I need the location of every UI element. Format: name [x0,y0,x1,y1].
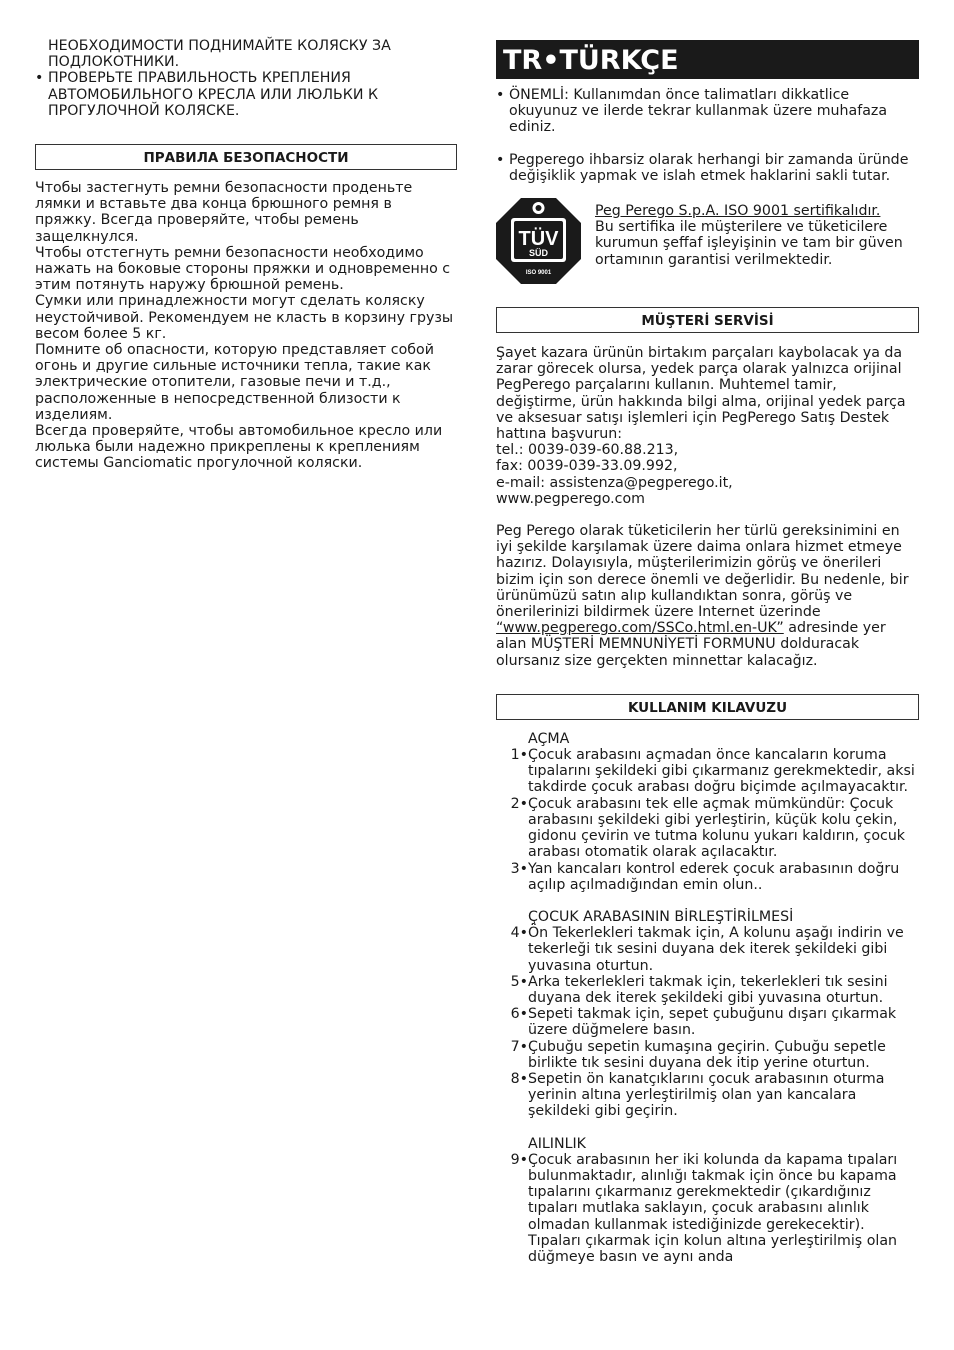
feedback-text-a: Peg Perego olarak tüketicilerin her türlü gereksinimini en iyi şekilde karşılamak üzere daima onlara hizmet etmeye hazırız. Dolayısıyla, müşterilerimizin görüş ve önerileri bizim için son derece önemli ve değerlidir. Bu nedenle, bir ürünümüzü satın alıp kullandıktan sonra, görüş ve önerilerinizi bildirmek üzere Internet üzerinde [496,523,909,621]
rights-bullet [496,152,919,184]
step-text: Sepeti takmak için, sepet çubuğunu dışarı çıkarmak üzere düğmelere basın. [528,1006,897,1039]
step-text: Ön Tekerlekleri takmak için, A kolunu aşağı indirin ve tekerleği tık sesini duyana dek iterek şekildeki gibi yuvasına oturtun. [528,925,904,974]
step-text: Yan kancaları kontrol ederek çocuk arabasının doğru açılıp açılmadığından emin olun.. [528,860,900,893]
step-number: 1• [510,747,528,764]
logo-sub-text: SÜD [528,248,549,259]
logo-iso-text: ISO 9001 [525,270,552,277]
step-number: 8• [510,1070,528,1087]
step-number: 2• [510,795,528,812]
certification-text [595,203,919,284]
section-assembly-title: ÇOCUK ARABASININ BİRLEŞTİRİLMESİ [528,908,794,925]
safety-text [35,180,457,472]
step-number: 7• [510,1038,528,1055]
step-item [496,861,919,893]
step-item [496,974,919,1006]
step-item [496,1071,919,1120]
language-title: TR•TÜRKÇE [496,40,919,79]
user-guide-heading: KULLANIM KILAVUZU [496,694,919,720]
step-number: 4• [510,925,528,942]
safety-paragraph: Сумки или принадлежности могут сделать коляску неустойчивой. Рекомендуем не класть в корзину грузы весом более 5 кг. [35,293,454,342]
step-item [496,1039,919,1071]
step-item [496,747,919,796]
user-guide-steps [496,731,919,1265]
step-text: Arka tekerlekleri takmak için, tekerlekleri tık sesini duyana dek iterek şekildeki gibi yuvasına oturtun. [528,973,888,1006]
step-text: Çocuk arabasının her iki kolunda da kapama tıpaları bulunmaktadır, alınlığı takmak için önce bu kapama tıpalarını çıkarmanız gerekmektedir (çıkardığınız tıpaları mutlaka saklayın, çocuk arabasını alınlık olmadan kullanmak istediğinizde gerekecektir). Tıpaları çıkarmak için kolun altına yerleştirilmiş olan düğmeye basın ve aynı anda [528,1151,898,1265]
step-number: 6• [510,1006,528,1023]
right-column [496,40,919,1265]
step-item [496,1006,919,1038]
intro-continuation: НЕОБХОДИМОСТИ ПОДНИМАЙТЕ КОЛЯСКУ ЗА ПОДЛОКОТНИКИ. [48,38,391,71]
logo-main-text: TÜV [518,228,559,251]
step-text: Çubuğu sepetin kumaşına geçirin. Çubuğu sepetle birlikte tık sesini duyana dek itip yerine oturtun. [528,1038,886,1071]
bullet-marker: • [35,70,44,87]
safety-paragraph: Чтобы застегнуть ремни безопасности проденьте лямки и вставьте два конца брюшного ремня в пряжку. Всегда проверяйте, чтобы ремень защелкнулся. [35,180,413,245]
safety-paragraph: Чтобы отстегнуть ремни безопасности необходимо нажать на боковые стороны пряжки и одновременно с этим потянуть наружу брюшной ремень. [35,244,451,294]
service-fax: fax: 0039-039-33.09.992, [496,458,678,475]
safety-paragraph: Всегда проверяйте, чтобы автомобильное кресло или люлька были надежно прикреплены к креплениям системы Ganciomatic прогулочной коляски. [35,423,443,472]
customer-service-heading: MÜŞTERİ SERVİSİ [496,307,919,333]
certification-block [496,198,919,284]
service-paragraph: Şayet kazara ürünün birtakım parçaları kaybolacak ya da zarar görecek olursa, yedek parça olarak yalnızca orijinal PegPerego parçalarını kullanın. Muhtemel tamir, değiştirme, ürün hakkında bilgi alma, orijinal yedek parça ve aksesuar satışı işlemleri için PegPerego Satış Destek hattına başvurun: [496,345,906,443]
customer-service-text [496,345,919,507]
intro-bullet-text: ПРОВЕРЬТЕ ПРАВИЛЬНОСТЬ КРЕПЛЕНИЯ АВТОМОБИЛЬНОГО КРЕСЛА ИЛИ ЛЮЛЬКИ К ПРОГУЛОЧНОЙ КОЛЯСКЕ. [48,70,379,119]
section-bumper-title: AILINLIK [528,1135,586,1152]
intro-bullet [35,70,457,119]
bullet-marker: • [496,151,505,168]
left-column [35,38,457,472]
bullet-text: Pegperego ihbarsiz olarak herhangi bir zamanda üründe değişiklik yapmak ve islah etmek haklarini sakli tutar. [509,151,909,184]
step-item [496,925,919,974]
certification-description: Bu sertifika ile müşterilere ve tüketicilere kurumun şeffaf işleyişinin ve tam bir güven ortamının garantisi verilmektedir. [595,219,903,268]
feedback-text-b: adresinde yer alan MÜŞTERİ MEMNUNİYETİ FORMUNU dolduracak olursanız size gerçekten minnettar kalacağız. [496,620,886,669]
safety-paragraph: Помните об опасности, которую представляет собой огонь и другие сильные источники тепла, такие как электрические отопители, газовые печи и т.д., расположенные в непосредственной близости к изделиям. [35,342,434,423]
service-email: e-mail: assistenza@pegperego.it, [496,474,733,491]
step-text: Çocuk arabasını tek elle açmak mümkündür: Çocuk arabasını şekildeki gibi yerleştirin, küçük kolu çekin, gidonu çevirin ve tutma kolunu yukarı kaldırın, çocuk arabası otomatik olarak açılacaktır. [528,795,906,861]
step-item [496,796,919,861]
step-number: 5• [510,973,528,990]
step-number: 9• [510,1151,528,1168]
step-text: Çocuk arabasını açmadan önce kancaların koruma tıpalarını şekildeki gibi çıkarmanız gerekmektedir, aksi takdirde çocuk arabası doğru biçimde açılmayacaktır. [528,747,915,796]
step-text: Sepetin ön kanatçıklarını çocuk arabasının oturma yerinin altına yerleştirilmiş olan yan kancalara şekildeki gibi geçirin. [528,1070,885,1120]
step-number: 3• [510,860,528,877]
feedback-paragraph [496,523,919,669]
feedback-link[interactable]: “www.pegperego.com/SSCo.html.en-UK” [496,620,784,637]
service-website: www.pegperego.com [496,490,645,507]
section-open-title: AÇMA [528,730,570,747]
bullet-text: ÖNEMLİ: Kullanımdan önce talimatları dikkatlice okuyunuz ve ilerde tekrar kullanmak üzere muhafaza ediniz. [509,87,888,136]
certification-title: Peg Perego S.p.A. ISO 9001 sertifikalıdır. [595,203,881,220]
tuv-certification-logo [496,198,581,284]
intro-bullets [496,87,919,184]
important-bullet [496,87,919,136]
service-tel: tel.: 0039-039-60.88.213, [496,442,679,459]
safety-heading: ПРАВИЛА БЕЗОПАСНОСТИ [35,144,457,170]
bullet-marker: • [496,87,505,103]
step-item [496,1152,919,1265]
